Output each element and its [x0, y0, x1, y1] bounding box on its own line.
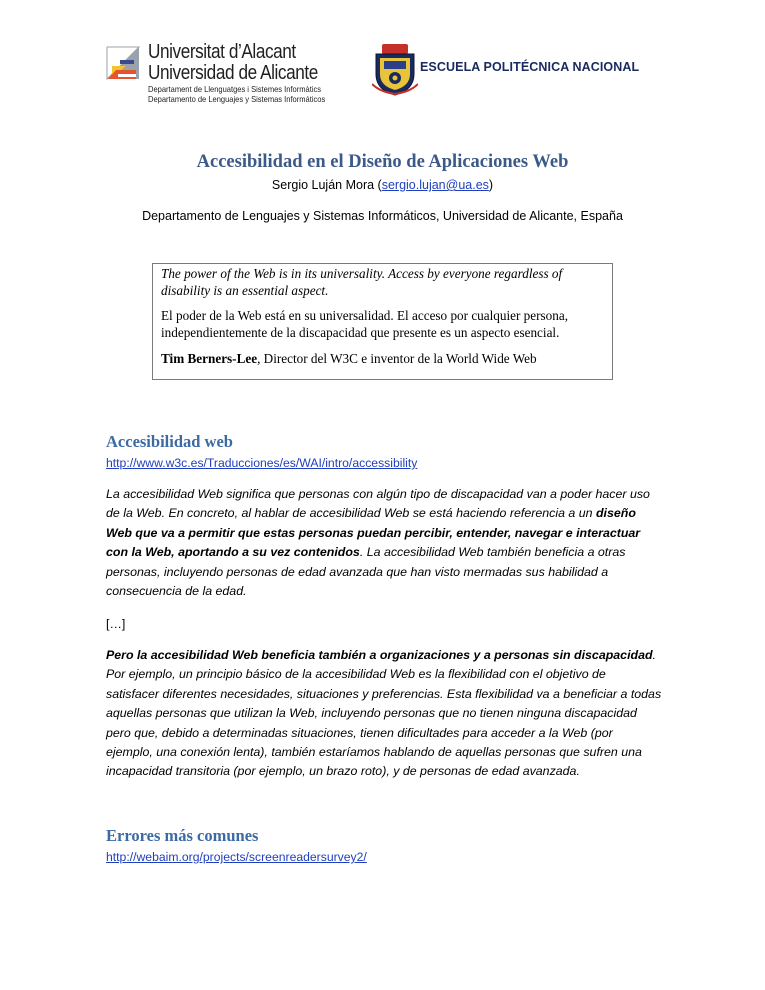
ellipsis-marker: […]	[106, 617, 126, 631]
quote-author-name: Tim Berners-Lee	[161, 351, 258, 367]
w3c-accessibility-link[interactable]: http://www.w3c.es/Traducciones/es/WAI/intro/accessibility	[106, 456, 418, 470]
section-heading-errores-comunes: Errores más comunes	[106, 826, 259, 845]
paragraph-definition-part1: La accesibilidad Web significa que personas con algún tipo de discapacidad van a poder hacer uso de la Web. En concreto, al hablar de accesibilidad Web se está haciendo referencia a un	[106, 487, 650, 521]
author-line	[0, 178, 765, 192]
author-name: Sergio Luján Mora (	[271, 178, 382, 192]
paragraph-benefits-body: . Por ejemplo, un principio básico de la accesibilidad Web es la flexibilidad con el objetivo de satisfacer diferentes necesidades, situaciones y preferencias. Esta flexibilidad va a beneficiar a todas aquellas personas que utilizan la Web, incluyendo personas que no tienen ninguna discapacidad pero que, debido a determinadas situaciones, tienen dificultades para acceder a la Web (por ejemplo, una conexión lenta), también estaríamos hablando de aquellas personas que sufren una incapacidad transitoria (por ejemplo, un brazo roto), y de personas de edad avanzada.	[106, 648, 662, 779]
quote-english: The power of the Web is in its universality. Access by everyone regardless of disability is an essential aspect.	[161, 266, 563, 298]
document-title: Accesibilidad en el Diseño de Aplicaciones Web	[196, 152, 569, 172]
paragraph-benefits-emphasis: Pero la accesibilidad Web beneficia también a organizaciones y a personas sin discapacidad	[106, 648, 653, 662]
webaim-survey-link[interactable]: http://webaim.org/projects/screenreadersurvey2/	[106, 850, 367, 864]
ua-department-valencian: Departament de Llenguatges i Sistemes Informàtics	[148, 84, 322, 94]
epn-crest-icon	[372, 44, 418, 101]
paragraph-definition-emphasis: diseño Web que va a permitir que estas personas puedan percibir, entender, navegar e interactuar con la Web, aportando a su vez contenidos	[106, 506, 641, 560]
paragraph-benefits	[106, 646, 662, 782]
epn-name: ESCUELA POLITÉCNICA NACIONAL	[420, 60, 640, 74]
quote-box	[152, 263, 613, 380]
ua-emblem-icon	[106, 46, 140, 80]
ua-name-valencian: Universitat d’Alacant	[148, 41, 296, 63]
section-heading-accesibilidad-web: Accesibilidad web	[106, 432, 233, 451]
quote-author-role: , Director del W3C e inventor de la World Wide Web	[257, 351, 537, 367]
author-close: )	[488, 178, 494, 192]
quote-attribution	[161, 351, 604, 368]
ua-department-spanish: Departamento de Lenguajes y Sistemas Informáticos	[148, 94, 326, 104]
author-affiliation: Departamento de Lenguajes y Sistemas Informáticos, Universidad de Alicante, España	[142, 209, 623, 223]
author-email-link[interactable]: sergio.lujan@ua.es	[381, 178, 489, 192]
quote-spanish: El poder de la Web está en su universalidad. El acceso por cualquier persona, independientemente de la discapacidad que presente es un aspecto esencial.	[161, 308, 568, 340]
ua-name-spanish: Universidad de Alicante	[148, 62, 318, 84]
paragraph-definition-part2: . La accesibilidad Web también beneficia a otras personas, incluyendo personas de edad avanzada que han visto mermadas sus habilidad a consecuencia de la edad.	[106, 545, 626, 599]
paragraph-definition	[106, 485, 662, 601]
